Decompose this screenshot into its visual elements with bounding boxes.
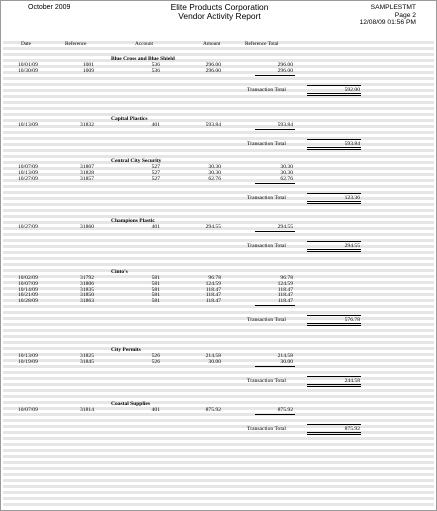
row-stripe — [3, 365, 434, 368]
row-stripe — [3, 239, 434, 242]
cell-date: 10/01/09 — [18, 62, 38, 68]
column-header-reference: Reference — [65, 41, 87, 47]
reference-total-underline — [255, 129, 295, 130]
cell-reference: 31835 — [80, 286, 94, 293]
cell-account: 536 — [151, 62, 160, 68]
row-stripe — [3, 383, 434, 386]
row-stripe — [3, 305, 434, 308]
reference-total-underline — [255, 183, 295, 184]
cell-reference: 31806 — [80, 280, 94, 287]
report-id: SAMPLESTMT — [370, 4, 416, 11]
transaction-total-value: 294.55 — [344, 243, 360, 249]
transaction-total-value: 593.84 — [344, 141, 360, 147]
cell-amount: 294.55 — [205, 224, 221, 230]
cell-account: 536 — [151, 67, 160, 74]
report-title: Vendor Activity Report — [178, 11, 261, 21]
cell-reference: 31792 — [80, 275, 94, 281]
cell-reference-total: 296.00 — [277, 67, 293, 74]
report-period: October 2009 — [28, 4, 71, 11]
row-stripe — [3, 467, 434, 470]
row-stripe — [3, 419, 434, 422]
transaction-total-double-rule — [307, 201, 361, 204]
row-stripe — [3, 341, 434, 344]
cell-reference-total: 296.00 — [277, 62, 293, 68]
cell-reference-total: 30.30 — [280, 169, 293, 176]
row-stripe — [3, 113, 434, 116]
row-stripe — [3, 449, 434, 452]
cell-date: 10/13/09 — [18, 353, 38, 359]
cell-date: 10/02/09 — [18, 275, 38, 281]
cell-account: 527 — [151, 164, 160, 170]
cell-date: 10/13/09 — [18, 169, 38, 176]
vendor-name: Central City Security — [111, 158, 162, 164]
cell-date: 10/19/09 — [18, 358, 38, 365]
transaction-total-double-rule — [307, 323, 361, 326]
row-stripe — [3, 233, 434, 236]
transaction-total-rule — [307, 424, 361, 425]
cell-account: 401 — [151, 122, 160, 128]
cell-amount: 214.58 — [205, 353, 221, 359]
cell-account: 581 — [151, 275, 160, 281]
row-stripe — [3, 53, 434, 56]
cell-reference-total: 62.76 — [280, 175, 293, 182]
reference-total-underline — [255, 366, 295, 367]
transaction-total-value: 244.58 — [344, 377, 360, 384]
vendor-name: City Permits — [111, 347, 141, 353]
row-stripe — [3, 203, 434, 206]
cell-amount: 30.30 — [208, 164, 221, 170]
row-stripe — [3, 473, 434, 476]
cell-account: 527 — [151, 175, 160, 182]
cell-date: 10/07/09 — [18, 280, 38, 287]
row-stripe — [3, 377, 434, 380]
row-stripe — [3, 131, 434, 134]
column-header-amount: Amount — [203, 41, 221, 47]
transaction-total-rule — [307, 376, 361, 377]
cell-amount: 118.47 — [205, 286, 221, 293]
print-timestamp: 12/08/09 01:56 PM — [359, 19, 416, 26]
row-stripe — [3, 107, 434, 110]
transaction-total-label: Transaction Total — [247, 426, 286, 432]
cell-amount: 30.00 — [208, 358, 221, 365]
column-header-reference-total: Reference Total — [245, 41, 279, 47]
row-stripe — [3, 83, 434, 86]
transaction-total-double-rule — [307, 384, 361, 387]
row-stripe — [3, 269, 434, 272]
cell-date: 10/28/09 — [18, 298, 38, 305]
row-stripe — [3, 437, 434, 440]
row-stripe — [3, 455, 434, 458]
cell-reference-total: 593.84 — [277, 122, 293, 128]
transaction-total-value: 592.00 — [344, 86, 360, 93]
cell-reference-total: 294.55 — [277, 224, 293, 230]
row-stripe — [3, 371, 434, 374]
cell-reference: 31845 — [80, 358, 94, 365]
cell-amount: 96.78 — [208, 275, 221, 281]
cell-reference-total: 118.47 — [277, 292, 293, 299]
row-stripe — [3, 347, 434, 350]
row-stripe — [3, 317, 434, 320]
row-stripe — [3, 155, 434, 158]
row-stripe — [3, 263, 434, 266]
row-stripe — [3, 137, 434, 140]
cell-date: 10/14/09 — [18, 286, 38, 293]
cell-reference-total: 124.59 — [277, 280, 293, 287]
cell-account: 581 — [151, 280, 160, 287]
cell-reference: 31828 — [80, 169, 94, 176]
row-stripe — [3, 503, 434, 506]
row-stripe — [3, 413, 434, 416]
cell-account: 581 — [151, 292, 160, 299]
transaction-total-double-rule — [307, 147, 361, 150]
row-stripe — [3, 389, 434, 392]
page-number: Page 2 — [394, 12, 416, 19]
cell-date: 10/30/09 — [18, 67, 38, 74]
vendor-name: Cinto's — [111, 269, 128, 275]
row-stripe — [3, 431, 434, 434]
transaction-total-value: 123.36 — [344, 194, 360, 201]
cell-reference-total: 214.58 — [277, 353, 293, 359]
vendor-name: Champions Plastic — [111, 218, 155, 224]
row-stripe — [3, 149, 434, 152]
cell-date: 10/21/09 — [18, 292, 38, 299]
cell-account: 401 — [151, 224, 160, 230]
row-stripe — [3, 335, 434, 338]
cell-account: 526 — [151, 358, 160, 365]
cell-reference-total: 118.47 — [277, 286, 293, 293]
transaction-total-rule — [307, 315, 361, 316]
cell-amount: 30.30 — [208, 169, 221, 176]
vendor-name: Blue Cross and Blue Shield — [111, 56, 175, 62]
transaction-total-label: Transaction Total — [247, 243, 286, 249]
transaction-total-double-rule — [307, 249, 361, 252]
row-stripe — [3, 245, 434, 248]
cell-reference: 31850 — [80, 292, 94, 299]
row-stripe — [3, 401, 434, 404]
reference-total-underline — [255, 414, 295, 415]
transaction-total-label: Transaction Total — [247, 141, 286, 147]
row-stripe — [3, 491, 434, 494]
cell-amount: 118.47 — [205, 298, 221, 305]
cell-account: 401 — [151, 407, 160, 413]
transaction-total-double-rule — [307, 93, 361, 96]
cell-date: 10/07/09 — [18, 407, 38, 413]
cell-reference-total: 30.30 — [280, 164, 293, 170]
cell-account: 527 — [151, 169, 160, 176]
cell-reference: 31807 — [80, 164, 94, 170]
cell-reference: 31857 — [80, 175, 94, 182]
row-stripe — [3, 323, 434, 326]
row-stripe — [3, 485, 434, 488]
cell-reference-total: 96.78 — [280, 275, 293, 281]
cell-reference: 1001 — [82, 62, 94, 68]
cell-reference: 31863 — [80, 298, 94, 305]
column-header-date: Date — [21, 41, 31, 47]
cell-reference-total: 118.47 — [277, 298, 293, 305]
cell-amount: 593.84 — [205, 122, 221, 128]
cell-amount: 124.59 — [205, 280, 221, 287]
transaction-total-rule — [307, 193, 361, 194]
column-header-account: Account — [135, 41, 153, 47]
cell-amount: 118.47 — [205, 292, 221, 299]
row-stripe — [3, 251, 434, 254]
row-stripe — [3, 395, 434, 398]
row-stripe — [3, 329, 434, 332]
cell-reference-total: 875.92 — [277, 407, 293, 413]
row-stripe — [3, 257, 434, 260]
cell-reference: 31860 — [80, 224, 94, 230]
cell-reference: 31814 — [80, 407, 94, 413]
cell-reference-total: 30.00 — [280, 358, 293, 365]
transaction-total-value: 875.92 — [344, 426, 360, 432]
cell-account: 581 — [151, 298, 160, 305]
cell-date: 10/07/09 — [18, 164, 38, 170]
vendor-name: Capital Plastics — [111, 116, 148, 122]
transaction-total-rule — [307, 85, 361, 86]
row-stripe — [3, 311, 434, 314]
reference-total-underline — [255, 75, 295, 76]
transaction-total-label: Transaction Total — [247, 317, 286, 324]
cell-date: 10/13/09 — [18, 122, 38, 128]
transaction-total-rule — [307, 139, 361, 140]
transaction-total-label: Transaction Total — [247, 86, 286, 93]
transaction-total-rule — [307, 241, 361, 242]
transaction-total-double-rule — [307, 432, 361, 435]
cell-reference: 31832 — [80, 122, 94, 128]
row-stripe — [3, 77, 434, 80]
row-stripe — [3, 101, 434, 104]
transaction-total-value: 576.78 — [344, 317, 360, 324]
row-stripe — [3, 47, 434, 50]
reference-total-underline — [255, 231, 295, 232]
cell-date: 10/27/09 — [18, 224, 38, 230]
transaction-total-label: Transaction Total — [247, 194, 286, 201]
row-stripe — [3, 497, 434, 500]
transaction-total-label: Transaction Total — [247, 377, 286, 384]
row-stripe — [3, 95, 434, 98]
cell-reference: 31825 — [80, 353, 94, 359]
row-stripe — [3, 443, 434, 446]
cell-amount: 296.00 — [205, 62, 221, 68]
row-stripe — [3, 479, 434, 482]
row-stripe — [3, 185, 434, 188]
reference-total-underline — [255, 305, 295, 306]
row-stripe — [3, 215, 434, 218]
company-name: Elite Products Corporation — [170, 2, 269, 12]
vendor-name: Coastal Supplies — [111, 401, 150, 407]
row-stripe — [3, 209, 434, 212]
cell-reference: 1009 — [82, 67, 94, 74]
row-stripe — [3, 461, 434, 464]
cell-amount: 875.92 — [205, 407, 221, 413]
cell-amount: 62.76 — [208, 175, 221, 182]
cell-account: 526 — [151, 353, 160, 359]
cell-date: 10/27/09 — [18, 175, 38, 182]
row-stripe — [3, 425, 434, 428]
cell-account: 581 — [151, 286, 160, 293]
row-stripe — [3, 191, 434, 194]
row-stripe — [3, 143, 434, 146]
cell-amount: 296.00 — [205, 67, 221, 74]
